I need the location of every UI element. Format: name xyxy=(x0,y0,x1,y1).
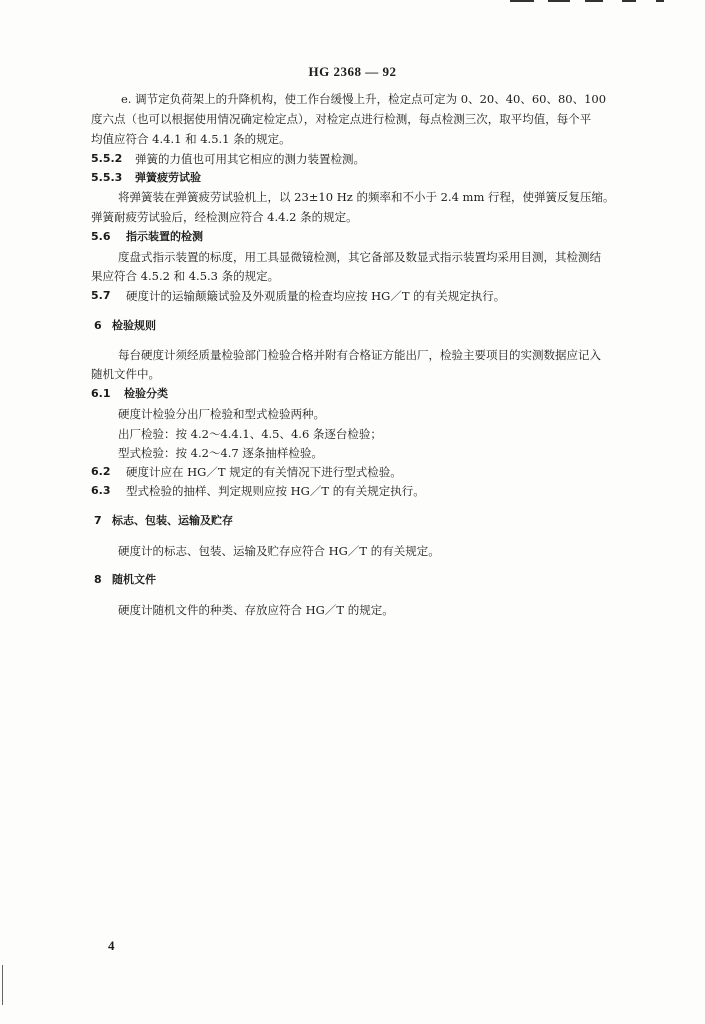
chapter-heading: 随机文件 xyxy=(112,573,156,586)
section-text: 弹簧的力值也可用其它相应的测力装置检测。 xyxy=(135,152,365,166)
chapter-heading: 检验规则 xyxy=(112,319,156,332)
scan-mark xyxy=(510,0,534,2)
body-line: 硬度计随机文件的种类、存放应符合 HG／T 的规定。 xyxy=(118,603,394,617)
chapter-number: 8 xyxy=(94,573,102,586)
body-line: 每台硬度计须经质量检验部门检验合格并附有合格证方能出厂，检验主要项目的实测数据应记入 xyxy=(118,348,601,362)
section-number: 5.6 xyxy=(91,230,111,243)
body-line: 硬度计检验分出厂检验和型式检验两种。 xyxy=(118,407,325,421)
scan-mark xyxy=(548,0,570,2)
chapter-heading: 标志、包装、运输及贮存 xyxy=(112,514,233,527)
body-line: 型式检验：按 4.2～4.7 逐条抽样检验。 xyxy=(118,446,323,460)
section-heading: 弹簧疲劳试验 xyxy=(135,171,201,184)
section-text: 型式检验的抽样、判定规则应按 HG／T 的有关规定执行。 xyxy=(126,484,425,498)
scan-mark xyxy=(656,0,664,2)
body-line: e. 调节定负荷架上的升降机构，使工作台缓慢上升，检定点可定为 0、20、40、60、80、100 xyxy=(121,92,607,106)
section-number: 5.7 xyxy=(91,289,111,302)
section-text: 硬度计的运输颠簸试验及外观质量的检查均应按 HG／T 的有关规定执行。 xyxy=(126,289,506,303)
section-number: 6.2 xyxy=(91,465,111,478)
section-heading: 检验分类 xyxy=(124,387,168,400)
body-line: 弹簧耐疲劳试验后，经检测应符合 4.4.2 条的规定。 xyxy=(91,210,358,224)
section-number: 6.1 xyxy=(91,387,111,400)
body-line: 度盘式指示装置的标度，用工具显微镜检测，其它备部及数显式指示装置均采用目测，其检测结 xyxy=(118,250,601,264)
chapter-number: 7 xyxy=(94,514,102,527)
document-code-header: HG 2368 — 92 xyxy=(308,64,397,79)
chapter-number: 6 xyxy=(94,319,102,332)
section-number: 6.3 xyxy=(91,484,111,497)
body-line: 均值应符合 4.4.1 和 4.5.1 条的规定。 xyxy=(91,132,291,146)
body-line: 将弹簧装在弹簧疲劳试验机上，以 23±10 Hz 的频率和不小于 2.4 mm 行程，使弹簧反复压缩。 xyxy=(118,190,615,204)
body-line: 出厂检验：按 4.2～4.4.1、4.5、4.6 条逐台检验； xyxy=(118,427,382,441)
page-number: 4 xyxy=(108,938,115,953)
section-heading: 指示装置的检测 xyxy=(126,230,203,243)
scan-mark xyxy=(585,0,603,2)
section-number: 5.5.2 xyxy=(91,152,123,165)
section-text: 硬度计应在 HG／T 规定的有关情况下进行型式检验。 xyxy=(126,465,402,479)
body-line: 度六点（也可以根据使用情况确定检定点），对检定点进行检测，每点检测三次，取平均值，每个平 xyxy=(91,112,592,126)
scan-mark xyxy=(2,965,3,1005)
body-line: 果应符合 4.5.2 和 4.5.3 条的规定。 xyxy=(91,269,280,283)
scan-mark xyxy=(622,0,636,2)
body-line: 随机文件中。 xyxy=(91,367,160,381)
section-number: 5.5.3 xyxy=(91,171,123,184)
body-line: 硬度计的标志、包装、运输及贮存应符合 HG／T 的有关规定。 xyxy=(118,544,440,558)
